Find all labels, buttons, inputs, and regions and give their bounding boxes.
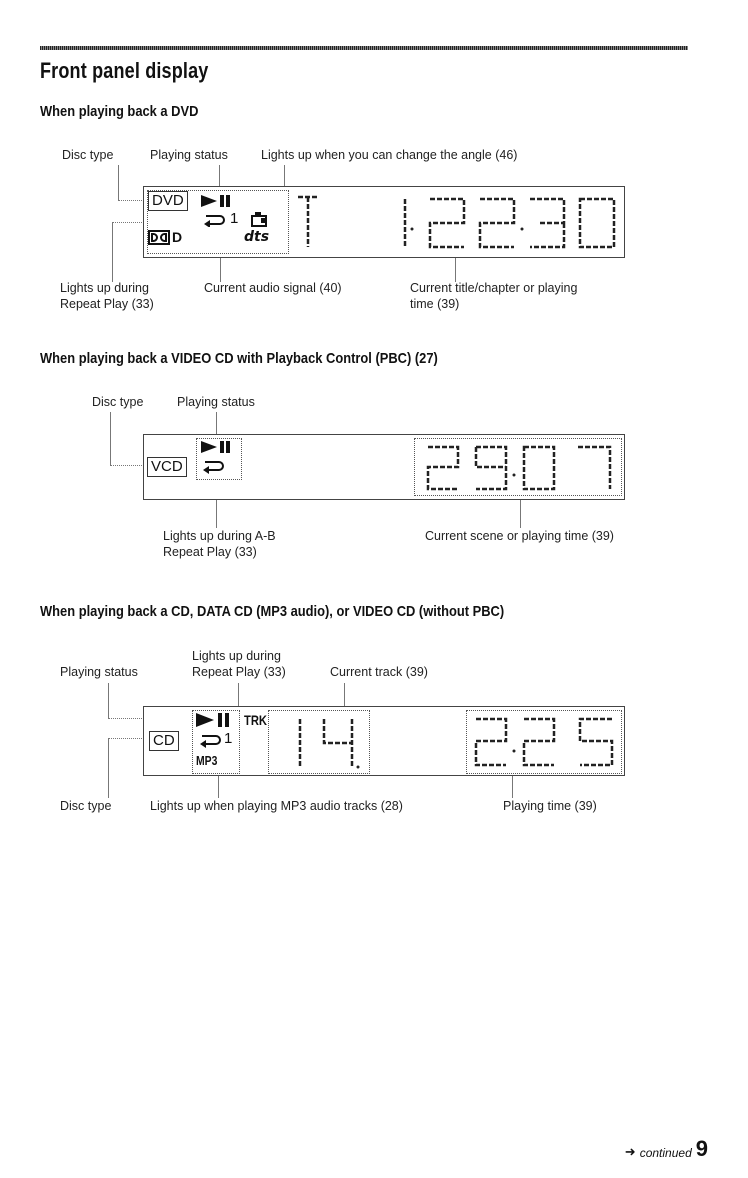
leader-line	[110, 465, 144, 466]
dvd-repeat-label-2: Repeat Play (33)	[60, 297, 154, 311]
page-number: 9	[695, 1136, 708, 1161]
dolby-digital-logo	[148, 229, 182, 245]
vcd-ab-label-1: Lights up during A-B	[163, 529, 276, 543]
leader-line	[108, 738, 148, 739]
cd-mp3-label: Lights up when playing MP3 audio tracks (28)	[150, 799, 403, 813]
repeat-icon	[202, 213, 228, 227]
angle-icon	[251, 211, 271, 227]
leader-line	[108, 738, 109, 798]
leader-line	[112, 222, 113, 282]
cd-time-label: Playing time (39)	[503, 799, 597, 813]
dvd-disc-type-label: Disc type	[62, 148, 114, 162]
cd-time-digits	[472, 715, 618, 771]
dvd-time-digits	[290, 191, 620, 253]
vcd-disc-indicator: VCD	[147, 457, 187, 477]
play-pause-icon	[201, 194, 233, 208]
vcd-ab-label-2: Repeat Play (33)	[163, 545, 257, 559]
repeat-number: 1	[230, 210, 239, 227]
page-title: Front panel display	[40, 58, 209, 83]
dts-logo: dts	[244, 229, 270, 245]
continued-arrow-icon: ➜	[624, 1144, 636, 1159]
leader-line	[216, 412, 217, 436]
leader-line	[520, 500, 521, 528]
dvd-time-label-2: time (39)	[410, 297, 460, 311]
leader-line	[110, 412, 111, 466]
trk-indicator: TRK	[244, 712, 268, 728]
dvd-repeat-label-1: Lights up during	[60, 281, 149, 295]
vcd-disc-type-label: Disc type	[92, 395, 144, 409]
cd-repeat-label-2: Repeat Play (33)	[192, 665, 286, 679]
leader-line	[344, 683, 345, 707]
dolby-icon	[148, 230, 170, 245]
vcd-display-panel	[143, 434, 625, 500]
cd-track-label: Current track (39)	[330, 665, 428, 679]
cd-track-digits	[284, 715, 364, 771]
continued-label: continued	[639, 1146, 692, 1160]
dvd-display-panel	[143, 186, 625, 258]
leader-line	[118, 165, 119, 201]
ab-repeat-icon	[201, 459, 227, 475]
play-pause-icon	[201, 440, 233, 454]
cd-disc-type-label: Disc type	[60, 799, 112, 813]
page-footer	[625, 1138, 708, 1160]
header-rule	[40, 46, 688, 50]
cd-playing-status-label: Playing status	[60, 665, 138, 679]
dvd-time-label-1: Current title/chapter or playing	[410, 281, 578, 295]
play-pause-icon	[196, 712, 236, 728]
cd-heading: When playing back a CD, DATA CD (MP3 audio), or VIDEO CD (without PBC)	[40, 603, 505, 620]
vcd-heading: When playing back a VIDEO CD with Playback Control (PBC) (27)	[40, 350, 438, 367]
vcd-playing-status-label: Playing status	[177, 395, 255, 409]
dvd-audio-label: Current audio signal (40)	[204, 281, 342, 295]
repeat-number: 1	[224, 730, 233, 747]
dvd-playing-status-label: Playing status	[150, 148, 228, 162]
vcd-scene-label: Current scene or playing time (39)	[425, 529, 614, 543]
cd-disc-indicator: CD	[149, 731, 179, 751]
leader-line	[108, 683, 109, 719]
repeat-icon	[198, 733, 224, 749]
dvd-angle-label: Lights up when you can change the angle (46)	[261, 148, 518, 162]
vcd-time-digits	[422, 441, 618, 493]
dolby-d: D	[172, 229, 183, 245]
dvd-disc-indicator: DVD	[148, 191, 188, 211]
cd-display-panel	[143, 706, 625, 776]
cd-repeat-label-1: Lights up during	[192, 649, 281, 663]
mp3-indicator: MP3	[196, 753, 218, 768]
dvd-heading: When playing back a DVD	[40, 103, 199, 120]
